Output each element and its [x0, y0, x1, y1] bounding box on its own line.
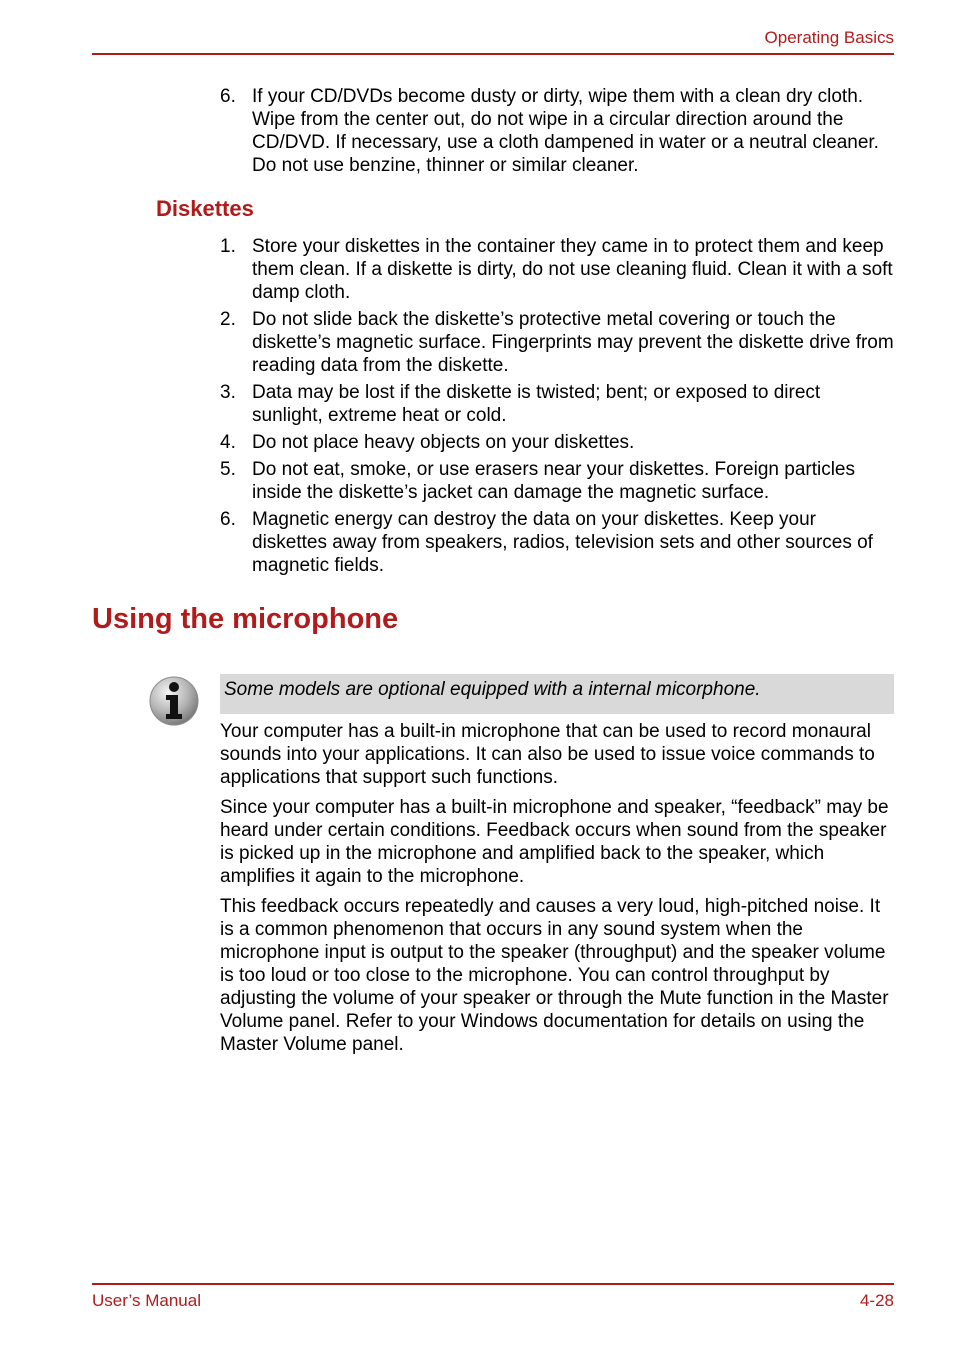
list-item [220, 508, 894, 577]
list-item-number: 5. [220, 459, 236, 480]
info-icon [149, 676, 199, 726]
cd-care-list [220, 85, 894, 181]
list-item-number: 6. [220, 509, 236, 530]
list-item-text: If your CD/DVDs become dusty or dirty, wipe them with a clean dry cloth. Wipe from the center out, do not wipe in a circular direction around the CD/DVD. If necessary, use a cloth dampened in water or a neutral cleaner. Do not use benzine, thinner or similar cleaner. [252, 86, 879, 176]
list-item [220, 85, 894, 177]
microphone-body [220, 720, 894, 1063]
footer-manual-title: User’s Manual [92, 1291, 201, 1310]
footer-rule [92, 1283, 894, 1285]
list-item-text: Do not slide back the diskette’s protective metal covering or touch the diskette’s magnetic surface. Fingerprints may prevent the diskette drive from reading data from the diskette. [252, 309, 894, 376]
list-item-number: 3. [220, 382, 236, 403]
list-item [220, 381, 894, 427]
diskettes-list [220, 235, 894, 581]
list-item-text: Magnetic energy can destroy the data on your diskettes. Keep your diskettes away from speakers, radios, television sets and other sources of magnetic fields. [252, 509, 873, 576]
paragraph: This feedback occurs repeatedly and causes a very loud, high-pitched noise. It is a common phenomenon that occurs in any sound system when the microphone input is output to the speaker (throughput) and the speaker volume is too loud or too close to the microphone. You can control throughput by adjusting the volume of your speaker or through the Mute function in the Master Volume panel. Refer to your Windows documentation for details on using the Master Volume panel. [220, 896, 889, 1055]
list-item-number: 2. [220, 309, 236, 330]
section-heading: Using the microphone [92, 603, 399, 635]
list-item-text: Do not place heavy objects on your diskettes. [252, 432, 635, 453]
list-item-text: Data may be lost if the diskette is twisted; bent; or exposed to direct sunlight, extreme heat or cold. [252, 382, 821, 426]
paragraph: Your computer has a built-in microphone that can be used to record monaural sounds into your applications. It can also be used to issue voice commands to applications that support such functions. [220, 721, 875, 788]
header-rule [92, 53, 894, 55]
page-number: 4-28 [859, 1291, 894, 1310]
list-item [220, 235, 894, 304]
header-title: Operating Basics [764, 28, 894, 47]
list-item [220, 458, 894, 504]
note-box: Some models are optional equipped with a internal micorphone. [220, 674, 894, 714]
list-item-number: 6. [220, 86, 236, 107]
list-item [220, 431, 894, 454]
list-item-text: Store your diskettes in the container they came in to protect them and keep them clean. If a diskette is dirty, do not use cleaning fluid. Clean it with a soft damp cloth. [252, 236, 893, 303]
list-item-number: 4. [220, 432, 236, 453]
list-item-number: 1. [220, 236, 236, 257]
list-item-text: Do not eat, smoke, or use erasers near your diskettes. Foreign particles inside the diskette’s jacket can damage the magnetic surface. [252, 459, 855, 503]
diskettes-heading: Diskettes [156, 196, 254, 221]
paragraph: Since your computer has a built-in microphone and speaker, “feedback” may be heard under certain conditions. Feedback occurs when sound from the speaker is picked up in the microphone and amplified back to the speaker, which amplifies it again to the microphone. [220, 797, 889, 887]
list-item [220, 308, 894, 377]
